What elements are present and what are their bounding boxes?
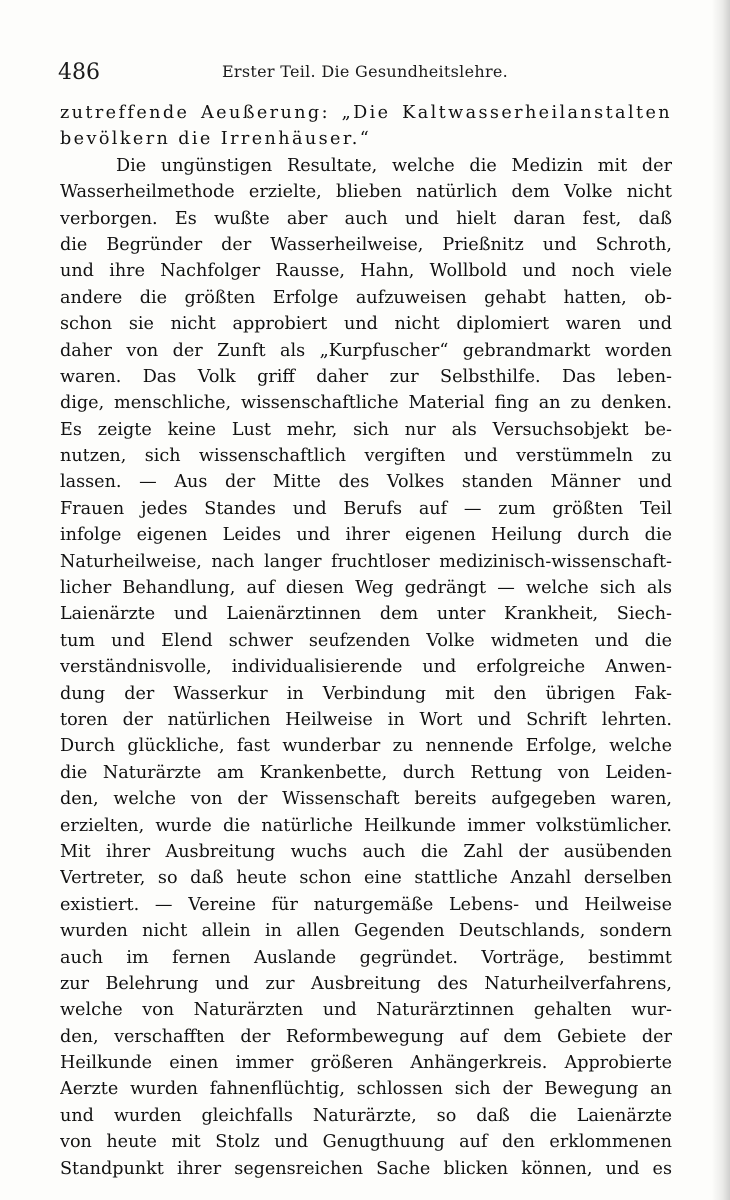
running-head: Erster Teil. Die Gesundheitslehre. [221, 62, 509, 81]
text-line: waren. Das Volk griff daher zur Selbsthilfe. Das leben- [60, 366, 672, 387]
text-line: den, welche von der Wissenschaft bereits aufgegeben waren, [60, 789, 672, 810]
text-line: Es zeigte keine Lust mehr, sich nur als Versuchsobjekt be- [60, 419, 672, 440]
text-line: Standpunkt ihrer segensreichen Sache blicken können, und es [60, 1158, 672, 1179]
text-line: nutzen, sich wissenschaftlich vergiften und verstümmeln zu [60, 446, 672, 467]
text-line: schon sie nicht approbiert und nicht diplomiert waren und [60, 314, 672, 335]
text-line: Mit ihrer Ausbreitung wuchs auch die Zahl der ausübenden [60, 841, 672, 862]
text-line: Frauen jedes Standes und Berufs auf — zum größten Teil [60, 498, 672, 519]
text-line: daher von der Zunft als „Kurpfuscher“ gebrandmarkt worden [60, 340, 672, 361]
text-line: Die ungünstigen Resultate, welche die Medizin mit der [116, 155, 672, 176]
page-header [58, 58, 672, 88]
text-line: toren der natürlichen Heilweise in Wort und Schrift lehrten. [60, 709, 672, 730]
text-line: zutreffende Aeußerung: „Die Kaltwasserheilanstalten [60, 103, 672, 123]
text-line: die Naturärzte am Krankenbette, durch Rettung von Leiden- [60, 762, 672, 783]
text-line: existiert. — Vereine für naturgemäße Lebens- und Heilweise [60, 894, 672, 915]
text-line: verständnisvolle, individualisierende und erfolgreiche Anwen- [60, 657, 672, 678]
text-line: auch im fernen Auslande gegründet. Vorträge, bestimmt [60, 947, 672, 968]
text-line: dige, menschliche, wissenschaftliche Material fing an zu denken. [60, 393, 672, 414]
text-line: den, verschafften der Reformbewegung auf dem Gebiete der [60, 1026, 672, 1047]
text-line: erzielten, wurde die natürliche Heilkunde immer volkstümlicher. [60, 815, 672, 836]
text-line: und wurden gleichfalls Naturärzte, so daß die Laienärzte [60, 1105, 672, 1126]
page-number: 486 [58, 60, 100, 85]
text-line: verborgen. Es wußte aber auch und hielt daran fest, daß [60, 208, 672, 229]
text-line: die Begründer der Wasserheilweise, Prießnitz und Schroth, [60, 234, 672, 255]
text-line: lassen. — Aus der Mitte des Volkes standen Männer und [60, 472, 672, 493]
text-line: zur Belehrung und zur Ausbreitung des Naturheilverfahrens, [60, 973, 672, 994]
text-line: andere die größten Erfolge aufzuweisen gehabt hatten, ob- [60, 287, 672, 308]
text-line: Durch glückliche, fast wunderbar zu nennende Erfolge, welche [60, 736, 672, 757]
text-line: infolge eigenen Leides und ihrer eigenen Heilung durch die [60, 525, 672, 546]
text-line: tum und Elend schwer seufzenden Volke widmeten und die [60, 630, 672, 651]
text-line: und ihre Nachfolger Rausse, Hahn, Wollbold und noch viele [60, 261, 672, 282]
scan-shadow-edge [712, 0, 730, 1200]
text-line: Wasserheilmethode erzielte, blieben natürlich dem Volke nicht [60, 182, 672, 203]
text-line: Vertreter, so daß heute schon eine stattliche Anzahl derselben [60, 868, 672, 889]
text-line: von heute mit Stolz und Genugthuung auf den erklommenen [60, 1132, 672, 1153]
text-line: dung der Wasserkur in Verbindung mit den übrigen Fak- [60, 683, 672, 704]
text-line: Aerzte wurden fahnenflüchtig, schlossen sich der Bewegung an [60, 1079, 672, 1100]
text-line: Heilkunde einen immer größeren Anhängerkreis. Approbierte [60, 1053, 672, 1074]
body-text [60, 100, 672, 1182]
text-line: Laienärzte und Laienärztinnen dem unter Krankheit, Siech- [60, 604, 672, 625]
text-line: wurden nicht allein in allen Gegenden Deutschlands, sondern [60, 921, 672, 942]
text-line: Naturheilweise, nach langer fruchtloser medizinisch-wissenschaft- [60, 551, 672, 572]
text-line: bevölkern die Irrenhäuser.“ [60, 129, 372, 150]
text-line: licher Behandlung, auf diesen Weg gedrängt — welche sich als [60, 578, 672, 599]
text-line: welche von Naturärzten und Naturärztinnen gehalten wur- [60, 1000, 672, 1021]
